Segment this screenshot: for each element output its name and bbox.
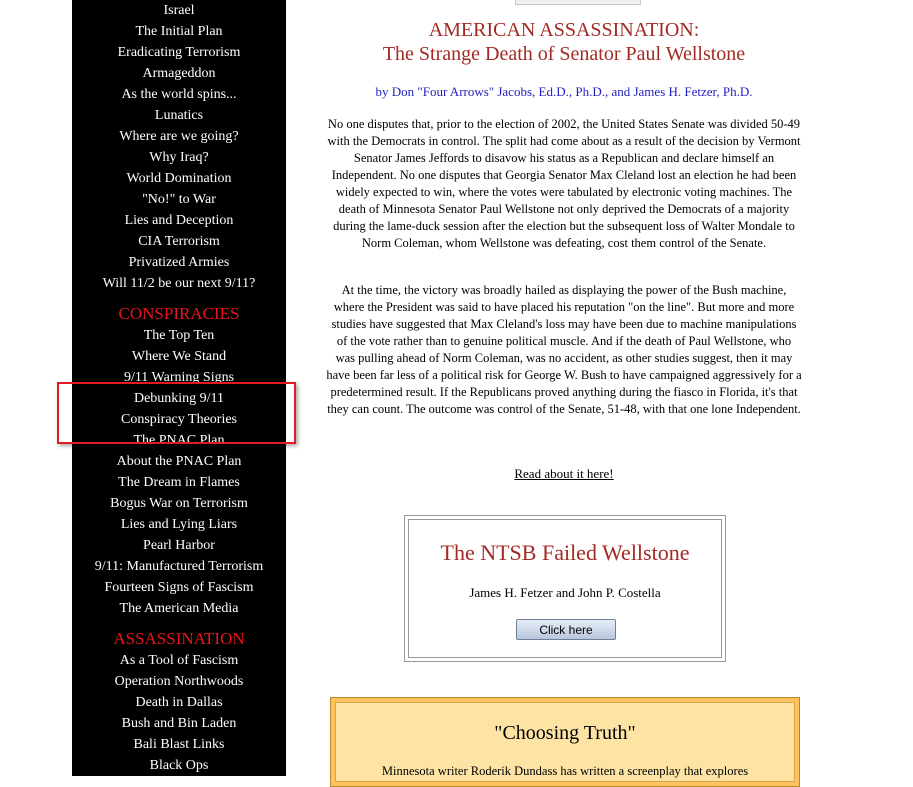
article-title-line-1: AMERICAN ASSASSINATION: (428, 19, 700, 41)
click-here-button[interactable]: Click here (516, 619, 616, 640)
nav-link[interactable]: Will 11/2 be our next 9/11? (102, 276, 256, 291)
nav-link[interactable]: Where are we going? (119, 129, 239, 144)
nav-link[interactable]: Conspiracy Theories (121, 412, 237, 427)
nav-link[interactable]: Armageddon (142, 66, 216, 81)
nav-link[interactable]: The Dream in Flames (118, 475, 240, 490)
nav-link[interactable]: Black Ops (149, 758, 209, 773)
nav-link[interactable]: Lies and Lying Liars (120, 517, 238, 532)
nav-link[interactable]: 9/11: Manufactured Terrorism (94, 559, 264, 574)
nav-link[interactable]: Bogus War on Terrorism (110, 496, 248, 511)
nav-list-conspiracies (72, 325, 286, 619)
article-paragraph-1: No one disputes that, prior to the election of 2002, the United States Senate was divided 50-49 with the Democrats in control. The split had come about as a result of the decision by Vermont Senator James Jeffords to disavow his status as a Republican and declare himself an Independent. No one disputes that Georgia Senator Max Cleland lost an election he had been widely expected to win, where the votes were tabulated by electronic voting machines. The death of Minnesota Senator Paul Wellstone not only deprived the Democrats of a majority during the lame-duck session after the election but the subsequent loss of Walter Mondale to Norm Coleman, whom Wellstone was defeating, cost them control of the Senate. (327, 117, 801, 250)
nav-link[interactable]: Eradicating Terrorism (117, 45, 241, 60)
main-content (300, 0, 860, 776)
nav-link[interactable]: Pearl Harbor (143, 538, 215, 553)
ntsb-promo-box (404, 515, 726, 662)
nav-link[interactable]: World Domination (126, 171, 232, 186)
article-paragraph-2: At the time, the victory was broadly hailed as displaying the power of the Bush machine, where the President was said to have placed his reputation "on the line". But more and more studies have suggested that Max Cleland's loss may have been due to machine manipulations of the vote rather than to genuine political muscle. And if the death of Paul Wellstone, who was pulling ahead of Norm Coleman, was no accident, as other studies suggest, then it may have been far less of a political risk for George W. Bush to have campaigned aggressively for a predetermined result. If the Republicans proved anything during the fiasco in Florida, it's that they can count. The outcome was control of the Senate, 51-48, with that one lone Independent. (326, 283, 802, 416)
nav-link[interactable]: Fourteen Signs of Fascism (104, 580, 254, 595)
nav-link[interactable]: Where We Stand (131, 349, 227, 364)
nav-link[interactable]: Lunatics (154, 108, 204, 123)
nav-link[interactable]: Debunking 9/11 (133, 391, 225, 406)
nav-link[interactable]: As a Tool of Fascism (119, 653, 239, 668)
nav-list-top (72, 0, 286, 294)
nav-link[interactable]: Bush and Bin Laden (121, 716, 237, 731)
nav-link[interactable]: Privatized Armies (128, 255, 230, 270)
article-byline: by Don "Four Arrows" Jacobs, Ed.D., Ph.D., and James H. Fetzer, Ph.D. (375, 84, 753, 99)
nav-link[interactable]: Lies and Deception (124, 213, 234, 228)
nav-link[interactable]: Why Iraq? (149, 150, 209, 165)
nav-link[interactable]: About the PNAC Plan (116, 454, 242, 469)
nav-link[interactable]: The American Media (119, 601, 239, 616)
nav-link[interactable]: Israel (163, 3, 195, 18)
article-title (300, 18, 828, 66)
ntsb-title: The NTSB Failed Wellstone (440, 540, 690, 565)
choosing-truth-title: "Choosing Truth" (494, 722, 636, 744)
choosing-truth-text: Minnesota writer Roderik Dundass has written a screenplay that explores (381, 764, 749, 778)
nav-link[interactable]: Bali Blast Links (133, 737, 225, 752)
nav-link[interactable]: "No!" to War (142, 192, 216, 207)
nav-link[interactable]: 9/11 Warning Signs (123, 370, 235, 385)
article-title-line-2: The Strange Death of Senator Paul Wellstone (382, 43, 746, 65)
choosing-truth-inner (335, 702, 795, 782)
choosing-truth-box (330, 697, 800, 787)
nav-link[interactable]: Death in Dallas (135, 695, 223, 710)
ntsb-promo-inner (408, 519, 722, 658)
nav-link[interactable]: Operation Northwoods (114, 674, 244, 689)
nav-link[interactable]: The Top Ten (143, 328, 215, 343)
nav-link[interactable]: The Initial Plan (135, 24, 223, 39)
read-more-container (300, 466, 828, 482)
section-title-conspiracies: CONSPIRACIES (118, 304, 240, 323)
nav-link[interactable]: CIA Terrorism (138, 234, 220, 249)
nav-list-assassination (72, 650, 286, 776)
section-title-assassination: ASSASSINATION (113, 629, 245, 648)
nav-link[interactable]: As the world spins... (121, 87, 237, 102)
sidebar-nav (72, 0, 286, 776)
nav-link[interactable]: The PNAC Plan (133, 433, 225, 448)
read-more-link[interactable]: Read about it here! (514, 466, 614, 481)
ntsb-authors: James H. Fetzer and John P. Costella (469, 585, 661, 600)
